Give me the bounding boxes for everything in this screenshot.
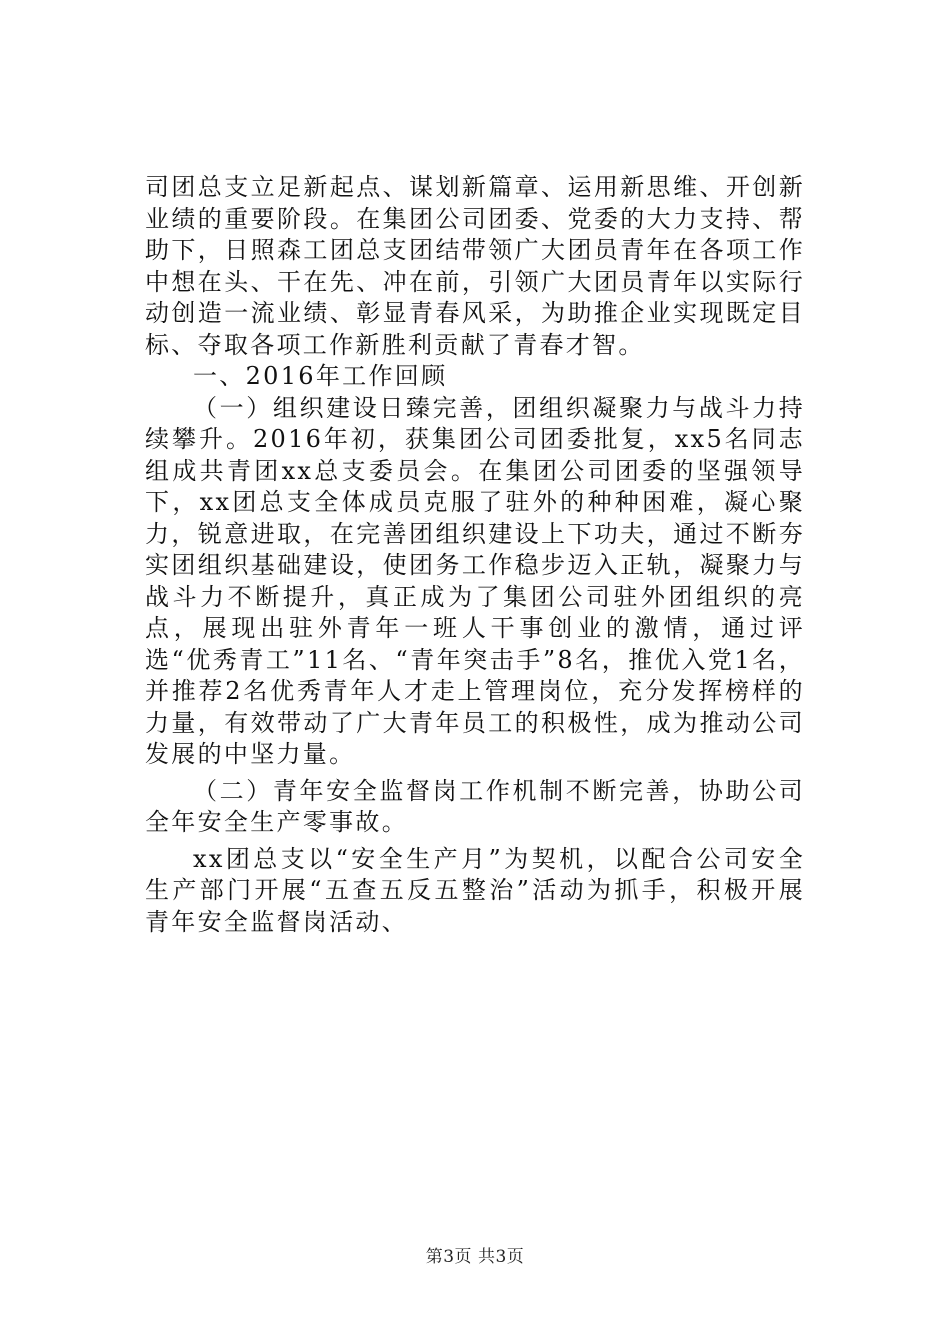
page-number-footer: 第3页 共3页 — [425, 1247, 525, 1267]
document-body — [145, 172, 805, 938]
section-heading-2016-review: 一、2016年工作回顾 — [193, 362, 448, 390]
paragraph-safety-supervision-heading: （二）青年安全监督岗工作机制不断完善，协助公司全年安全生产零事故。 — [145, 776, 805, 836]
paragraph-continuation: 司团总支立足新起点、谋划新篇章、运用新思维、开创新业绩的重要阶段。在集团公司团委、党委的大力支持、帮助下，日照森工团总支团结带领广大团员青年在各项工作中想在头、干在先、冲在前，引领广大团员青年以实际行动创造一流业绩、彰显青春风采，为助推企业实现既定目标、夺取各项工作新胜利贡献了青春才智。 — [145, 173, 805, 359]
paragraph-safety-month: xx团总支以“安全生产月”为契机，以配合公司安全生产部门开展“五查五反五整治”活动为抓手，积极开展青年安全监督岗活动、 — [145, 844, 805, 936]
paragraph-organization-building: （一）组织建设日臻完善，团组织凝聚力与战斗力持续攀升。2016年初，获集团公司团委批复，xx5名同志组成共青团xx总支委员会。在集团公司团委的坚强领导下，xx团总支全体成员克服了驻外的种种困难，凝心聚力，锐意进取，在完善团组织建设上下功夫，通过不断夯实团组织基础建设，使团务工作稳步迈入正轨，凝聚力与战斗力不断提升，真正成为了集团公司驻外团组织的亮点，展现出驻外青年一班人干事创业的激情，通过评选“优秀青工”11名、“青年突击手”8名，推优入党1名，并推荐2名优秀青年人才走上管理岗位，充分发挥榜样的力量，有效带动了广大青年员工的积极性，成为推动公司发展的中坚力量。 — [145, 393, 805, 768]
